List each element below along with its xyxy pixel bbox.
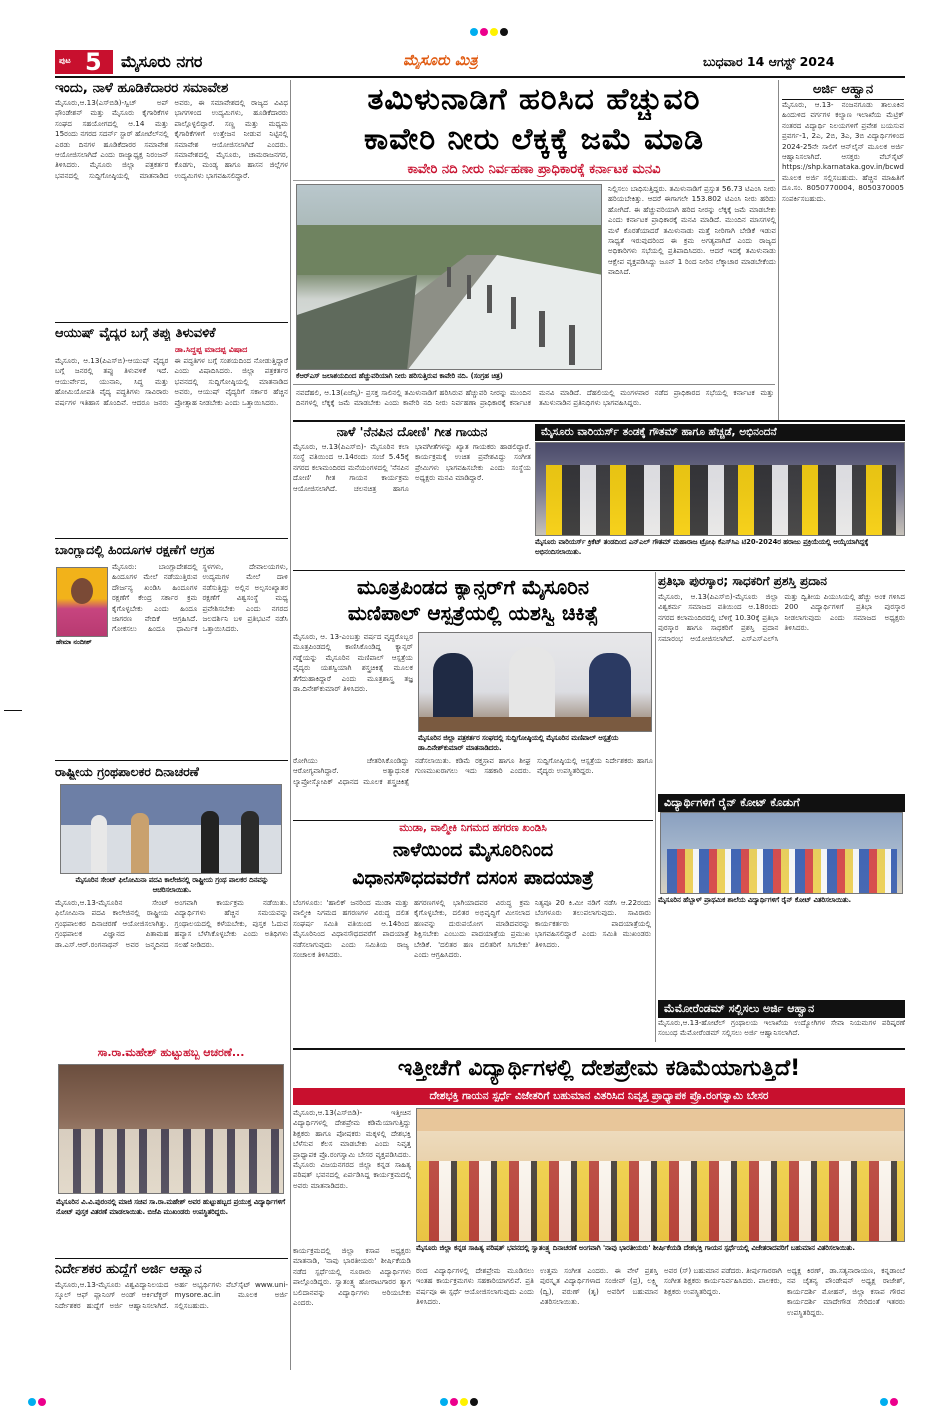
- lead-bottom-rule: [293, 420, 905, 422]
- lead-body-right: ನಿಲ್ಲಿಸಲು ಬಾಧಿಸುತ್ತಿದ್ದರು. ತಮಿಳುನಾಡಿಗೆ ಪ್ರಸ್ತುತ 56.73 ಟಿಎಂಸಿ ನೀರು ಹರಿಯಬೇಕಿತ್ತು. ಆದರೆ ಈಗಾಗಲೇ 153.802 ಟಿಎಂಸಿ ನೀರು ಹರಿದು ಹೋಗಿದೆ. ಈ ಹೆಚ್ಚುವರಿಯಾಗಿ ಹರಿದ ನೀರನ್ನು ಲೆಕ್ಕಕ್ಕೆ ಜಮೆ ಮಾಡಬೇಕು ಎಂದು ಕರ್ನಾಟಕ ಪ್ರಾಧಿಕಾರಕ್ಕೆ ಮನವಿ ಮಾಡಿದೆ. ಮುಂದಿನ ಮಾಸಗಳಲ್ಲಿ ಮಳೆ ಕೊರತೆಯಾದರೆ ತಮಿಳುನಾಡು ಮತ್ತೆ ನೀರಿಗಾಗಿ ಬೇಡಿಕೆ ಇಡುವ ಸಾಧ್ಯತೆ ಇರುವುದರಿಂದ ಈ ಕ್ರಮ ಅಗತ್ಯವಾಗಿದೆ ಎಂದು ರಾಜ್ಯದ ಅಧಿಕಾರಿಗಳು ಸಭೆಯಲ್ಲಿ ಪ್ರತಿಪಾದಿಸಿದರು. ಆದರೆ ಇದಕ್ಕೆ ತಮಿಳುನಾಡು ಆಕ್ಷೇಪ ವ್ಯಕ್ತಪಡಿಸಿದ್ದು ಜೂನ್ 1 ರಿಂದ ನೀರಿನ ಲೆಕ್ಕಾಚಾರ ಮಾಡಬೇಕೆಂದು ವಾದಿಸಿದೆ.: [608, 184, 776, 277]
- portrait-face: [71, 578, 93, 604]
- person-4: [241, 811, 259, 873]
- lead-divider: [293, 384, 775, 385]
- memorandum-title: ಮೆಮೋರೆಂಡಮ್ ಸಲ್ಲಿಸಲು ಅರ್ಜಿ ಆಹ್ವಾನ: [658, 1000, 905, 1018]
- issue-date: ಬುಧವಾರ 14 ಆಗಸ್ಟ್ 2024: [703, 54, 835, 69]
- lead-headline-line1: ತಮಿಳುನಾಡಿಗೆ ಹರಿಸಿದ ಹೆಚ್ಚುವರಿ: [367, 82, 701, 117]
- page-number: 5: [85, 48, 102, 76]
- lead-subhead: ಕಾವೇರಿ ನದಿ ನೀರು ನಿರ್ವಹಣಾ ಪ್ರಾಧಿಕಾರಕ್ಕೆ ಕರ್ನಾಟಕ ಮನವಿ: [407, 162, 661, 177]
- dam-illustration: [297, 185, 602, 370]
- masthead-logo: ಮೈಸೂರು ಮಿತ್ರ: [403, 51, 478, 69]
- bottom-body-left: ಮೈಸೂರು,ಆ.13(ಎಸ್‌ಬಿಡಿ)- ಇತ್ತೀಚಿನ ವಿದ್ಯಾರ್ಥಿಗಳಲ್ಲಿ ದೇಶಪ್ರೇಮ ಕಡಿಮೆಯಾಗುತ್ತಿದ್ದು ಶಿಕ್ಷಕರು ಹಾಗೂ ಪೋಷಕರು ಮಕ್ಕಳಲ್ಲಿ ದೇಶಭಕ್ತಿ ಬೆಳೆಸುವ ಕೆಲಸ ಮಾಡಬೇಕು ಎಂದು ನಿವೃತ್ತ ಪ್ರಾಧ್ಯಾಪಕ ಪ್ರೊ.ರಂಗಸ್ವಾಮಿ ಬೇಸರ ವ್ಯಕ್ತಪಡಿಸಿದರು. ಮೈಸೂರು ವಿಜಯನಗರದ ಜಿಲ್ಲಾ ಕನ್ನಡ ಸಾಹಿತ್ಯ ಪರಿಷತ್ ಭವನದಲ್ಲಿ ಏರ್ಪಡಿಸಿದ್ದ ಕಾರ್ಯಕ್ರಮದಲ್ಲಿ ಅವರು ಮಾತನಾಡಿದರು.: [293, 1108, 411, 1190]
- page-word: ಪುಟ: [59, 56, 71, 65]
- mid-rule-2: [293, 820, 653, 821]
- librarians-day-title: ರಾಷ್ಟ್ರೀಯ ಗ್ರಂಥಪಾಲಕರ ದಿನಾಚರಣೆ: [55, 764, 199, 779]
- registration-dot-yellow-bottom: [460, 1398, 468, 1406]
- header-rule: [55, 76, 905, 78]
- bottom-body-c5: ಅವರ (ಸ್) ಬಹುಮಾನ ಪಡೆದರು. ತೀರ್ಪುಗಾರರಾಗಿ ಸಂಗೀತ ಶಿಕ್ಷಕರು ಕಾರ್ಯನಿರ್ವಹಿಸಿದರು. ಪಾಲಕರು, ಶಿಕ್ಷಕರು ಉಪಸ್ಥಿತರಿದ್ದರು.: [664, 1266, 782, 1296]
- page-header: [55, 50, 905, 76]
- cancer-headline-line2: ಮಣಿಪಾಲ್ ಆಸ್ಪತ್ರೆಯಲ್ಲಿ ಯಶಸ್ವಿ ಚಿಕಿತ್ಸೆ: [347, 601, 599, 625]
- ayush-tag: ಡಾ.ಸಿದ್ದಪ್ಪ ಮಾದಪ್ಪ ವಿಷಾದ: [175, 345, 248, 354]
- birthday-title: ಸಾ.ರಾ.ಮಹೇಶ್ ಹುಟ್ಟುಹಬ್ಬ ಆಚರಣೆ...: [56, 1044, 286, 1062]
- page-number-badge: [55, 50, 113, 74]
- person-2: [131, 813, 149, 873]
- bottom-headline: ಇತ್ತೀಚೆಗೆ ವಿದ್ಯಾರ್ಥಿಗಳಲ್ಲಿ ದೇಶಪ್ರೇಮ ಕಡಿಮೆಯಾಗುತ್ತಿದೆ!: [397, 1056, 801, 1081]
- raincoat-children: [667, 849, 897, 893]
- gautham-title: ಮೈಸೂರು ವಾರಿಯರ್ಸ್ ತಂಡಕ್ಕೆ ಗೌತಮ್ ಹಾಗೂ ಹೆಚ್ಚಡೆ, ಅಭಿನಂದನೆ: [535, 424, 905, 441]
- memorandum-body: ಮೈಸೂರು,ಆ.13-ಹೋಟೆಲ್ ಗ್ರಂಥಾಲಯ ಇಲಾಖೆಯ ಉದ್ಯೋಗಿಗಳ ಸೇವಾ ನಿಯಮಗಳ ಪರಿಷ್ಕರಣೆ ಸಂಬಂಧ ಮೆಮೋರೆಂಡಮ್ ಸಲ್ಲಿಸಲು ಅರ್ಜಿ ಆಹ್ವಾನಿಸಲಾಗಿದೆ.: [658, 1018, 905, 1038]
- muda-body-left: ಬೆಂಗಳೂರು: 'ಹಾಲಿಕ್ ಜನರಿಂದ ಮುಡಾ ಮತ್ತು ವಾಲ್ಮೀಕಿ ನಿಗಮದ ಹಗರಣಗಳ ವಿರುದ್ಧ ದಲಿತ ಸಂಘರ್ಷ ಸಮಿತಿ ವತಿಯಿಂದ ಆ.14ರಿಂದ ಮೈಸೂರಿನಿಂದ ವಿಧಾನಸೌಧದವರೆಗೆ ಪಾದಯಾತ್ರೆ ನಡೆಸಲಾಗುವುದು ಎಂದು ಸಮಿತಿಯ ರಾಜ್ಯ ಸಂಚಾಲಕ ತಿಳಿಸಿದರು.: [293, 898, 409, 960]
- bottom-body-c2: ಕಾರ್ಯಕ್ರಮದಲ್ಲಿ ಜಿಲ್ಲಾ ಕಸಾಪ ಅಧ್ಯಕ್ಷರು ಮಾತನಾಡಿ, 'ನಾವು ಭಾರತೀಯರು' ಶೀರ್ಷಿಕೆಯಡಿ ನಡೆದ ಸ್ಪರ್ಧೆಯಲ್ಲಿ ನೂರಾರು ವಿದ್ಯಾರ್ಥಿಗಳು ಪಾಲ್ಗೊಂಡಿದ್ದರು. ಸ್ವಾತಂತ್ರ್ಯ ಹೋರಾಟಗಾರರ ತ್ಯಾಗ ಬಲಿದಾನವನ್ನು ವಿದ್ಯಾರ್ಥಿಗಳು ಅರಿಯಬೇಕು ಎಂದರು.: [293, 1246, 411, 1308]
- cancer-photo: [418, 632, 652, 732]
- dam-photo: [296, 184, 602, 370]
- left-rule-2: [55, 538, 288, 539]
- bottom-caption: ಮೈಸೂರು ಜಿಲ್ಲಾ ಕನ್ನಡ ಸಾಹಿತ್ಯ ಪರಿಷತ್ ಭವನದಲ್ಲಿ ಸ್ವಾತಂತ್ರ್ಯ ದಿನಾಚರಣೆ ಅಂಗವಾಗಿ 'ನಾವು ಭಾರತೀಯರು' ಶೀರ್ಷಿಕೆಯಡಿ ದೇಶಭಕ್ತಿ ಗಾಯನ ಸ್ಪರ್ಧೆಯಲ್ಲಿ ವಿಜೇತರಾದವರಿಗೆ ಬಹುಮಾನ ವಿತರಿಸಲಾಯಿತು.: [416, 1244, 855, 1252]
- dam-photo-caption: ಕೆಆರ್‌ಎಸ್ ಜಲಾಶಯದಿಂದ ಹೆಚ್ಚುವರಿಯಾಗಿ ನೀರು ಹರಿಸುತ್ತಿರುವ ಕಾವೇರಿ ನದಿ. (ಸಂಗ್ರಹ ಚಿತ್ರ): [296, 372, 503, 380]
- doctor-1: [433, 653, 473, 723]
- director-post-title: ನಿರ್ದೇಶಕರ ಹುದ್ದೆಗೆ ಅರ್ಜಿ ಆಹ್ವಾನ: [55, 1262, 202, 1277]
- birthday-caption: ಮೈಸೂರಿನ ವಿ.ವಿ.ಪುರಂನಲ್ಲಿ ಮಾಜಿ ಸಚಿವ ಸಾ.ರಾ.ಮಹೇಶ್ ಅವರ ಹುಟ್ಟುಹಬ್ಬದ ಪ್ರಯುಕ್ತ ವಿದ್ಯಾರ್ಥಿಗಳಿಗೆ ನೋಟ್ ಪುಸ್ತಕ ವಿತರಣೆ ಮಾಡಲಾಯಿತು. ಬಿಜೆಪಿ ಮುಖಂಡರು ಉಪಸ್ಥಿತರಿದ್ದರು.: [56, 1198, 286, 1216]
- lead-body-bottom: ನವದೆಹಲಿ, ಆ.13(ಏಜೆನ್ಸಿ)- ಪ್ರಸಕ್ತ ಸಾಲಿನಲ್ಲಿ ತಮಿಳುನಾಡಿಗೆ ಹರಿಸಿರುವ ಹೆಚ್ಚುವರಿ ನೀರನ್ನು ಮುಂದಿನ ದಿನಗಳಲ್ಲಿ ಲೆಕ್ಕಕ್ಕೆ ಜಮೆ ಮಾಡಬೇಕು ಎಂದು ಕಾವೇರಿ ನದಿ ನೀರು ನಿರ್ವಹಣಾ ಪ್ರಾಧಿಕಾರಕ್ಕೆ ಕರ್ನಾಟಕ ಮನವಿ ಮಾಡಿದೆ. ದೆಹಲಿಯಲ್ಲಿ ಮಂಗಳವಾರ ನಡೆದ ಪ್ರಾಧಿಕಾರದ ಸಭೆಯಲ್ಲಿ ಕರ್ನಾಟಕ ಮತ್ತು ತಮಿಳುನಾಡಿನ ಪ್ರತಿನಿಧಿಗಳು ಭಾಗವಹಿಸಿದ್ದರು.: [296, 388, 774, 408]
- librarians-day-body: ಮೈಸೂರು,ಆ.13-ಮೈಸೂರಿನ ಸೇಂಟ್ ಫಿಲೋಮಿನಾ ಪದವಿ ಕಾಲೇಜಿನಲ್ಲಿ ರಾಷ್ಟ್ರೀಯ ಗ್ರಂಥಪಾಲಕರ ದಿನಾಚರಣೆ ಆಯೋಜಿಸಲಾಗಿತ್ತು. ಗ್ರಂಥಪಾಲಕ ವಿಜ್ಞಾನದ ಪಿತಾಮಹ ಡಾ.ಎಸ್.ಆರ್.ರಂಗನಾಥನ್ ಅವರ ಜನ್ಮದಿನದ ಅಂಗವಾಗಿ ಕಾರ್ಯಕ್ರಮ ನಡೆಯಿತು. ವಿದ್ಯಾರ್ಥಿಗಳು ಹೆಚ್ಚಿನ ಸಮಯವನ್ನು ಗ್ರಂಥಾಲಯದಲ್ಲಿ ಕಳೆಯಬೇಕು, ಪುಸ್ತಕ ಓದುವ ಹವ್ಯಾಸ ಬೆಳೆಸಿಕೊಳ್ಳಬೇಕು ಎಂದು ಅತಿಥಿಗಳು ಸಲಹೆ ನೀಡಿದರು.: [55, 898, 288, 949]
- bottom-photo: [416, 1108, 905, 1242]
- person-1: [91, 815, 107, 873]
- cancer-body-left: ಮೈಸೂರು, ಆ. 13-ಎಂಬತ್ತು ವರ್ಷದ ವೃದ್ಧರೊಬ್ಬರ ಮೂತ್ರಪಿಂಡದಲ್ಲಿ ಕಾಣಿಸಿಕೊಂಡಿದ್ದ ಕ್ಯಾನ್ಸರ್ ಗಡ್ಡೆಯನ್ನು ಮೈಸೂರಿನ ಮಣಿಪಾಲ್ ಆಸ್ಪತ್ರೆಯ ವೈದ್ಯರು ಯಶಸ್ವಿಯಾಗಿ ಶಸ್ತ್ರಚಿಕಿತ್ಸೆ ಮೂಲಕ ತೆಗೆದುಹಾಕಿದ್ದಾರೆ ಎಂದು ಮೂತ್ರಶಾಸ್ತ್ರ ತಜ್ಞ ಡಾ.ದಿನೇಶ್‌ಕುಮಾರ್ ತಿಳಿಸಿದರು.: [293, 632, 413, 694]
- section-title: ಮೈಸೂರು ನಗರ: [121, 52, 203, 71]
- cancer-headline-line1: ಮೂತ್ರಪಿಂಡದ ಕ್ಯಾನ್ಸರ್‌ಗೆ ಮೈಸೂರಿನ: [357, 575, 589, 599]
- muda-kicker: ಮುಡಾ, ವಾಲ್ಮೀಕಿ ನಿಗಮದ ಹಗರಣ ಖಂಡಿಸಿ: [399, 822, 547, 834]
- raincoat-caption: ಮೈಸೂರಿನ ಹೆಬ್ಬಾಳ್ ಪ್ರಾಥಮಿಕ ಶಾಲೆಯ ವಿದ್ಯಾರ್ಥಿಗಳಿಗೆ ರೈನ್ ಕೋಟ್ ವಿತರಿಸಲಾಯಿತು.: [658, 896, 852, 904]
- left-rule-4: [55, 1258, 288, 1259]
- registration-dot-left-cyan: [28, 1398, 36, 1406]
- ayush-title: ಆಯುಷ್ ವೈದ್ಯರ ಬಗ್ಗೆ ತಪ್ಪು ತಿಳುವಳಿಕೆ: [55, 326, 216, 341]
- raincoat-photo: [660, 812, 903, 894]
- muda-headline-line2: ವಿಧಾನಸೌಧದವರೆಗೆ ದಸಂಸ ಪಾದಯಾತ್ರೆ: [352, 867, 594, 889]
- application-invite-title: ಅರ್ಜಿ ಆಹ್ವಾನ: [782, 80, 904, 100]
- song-event-body: ಮೈಸೂರು, ಆ.13(ಪಿಎಸ್‌ಬಿ)- ಮೈಸೂರಿನ ಕಲಾ ಸಂಸ್ಥೆ ವತಿಯಿಂದ ಆ.14ರಂದು ಸಂಜೆ 5.45ಕ್ಕೆ ನಗರದ ಕಲಾಮಂದಿರದ ಮನೆಯಂಗಳದಲ್ಲಿ 'ನೆನಪಿನ ದೋಣಿ' ಗೀತ ಗಾಯನ ಕಾರ್ಯಕ್ರಮ ಆಯೋಜಿಸಲಾಗಿದೆ. ಚಲನಚಿತ್ರ ಹಾಗೂ ಭಾವಗೀತೆಗಳನ್ನು ಖ್ಯಾತ ಗಾಯಕರು ಹಾಡಲಿದ್ದಾರೆ. ಕಾರ್ಯಕ್ರಮಕ್ಕೆ ಉಚಿತ ಪ್ರವೇಶವಿದ್ದು ಸಂಗೀತ ಪ್ರೇಮಿಗಳು ಭಾಗವಹಿಸಬೇಕು ಎಂದು ಸಂಸ್ಥೆಯ ಅಧ್ಯಕ್ಷರು ಮನವಿ ಮಾಡಿದ್ದಾರೆ.: [293, 442, 531, 493]
- group-people: [546, 465, 896, 535]
- lead-headline-line2: ಕಾವೇರಿ ನೀರು ಲೆಕ್ಕಕ್ಕೆ ಜಮೆ ಮಾಡಿ: [364, 122, 704, 157]
- cancer-body-right: ರೋಗಿಯು ಚೇತರಿಸಿಕೊಂಡಿದ್ದು ಆರೋಗ್ಯವಾಗಿದ್ದಾರೆ. ಅತ್ಯಾಧುನಿಕ ಲ್ಯಾಪ್ರೋಸ್ಕೋಪಿಕ್ ವಿಧಾನದ ಮೂಲಕ ಶಸ್ತ್ರಚಿಕಿತ್ಸೆ ನಡೆಸಲಾಯಿತು. ಕಡಿಮೆ ರಕ್ತಸ್ರಾವ ಹಾಗೂ ಶೀಘ್ರ ಗುಣಮುಖರಾಗಲು ಇದು ಸಹಕಾರಿ ಎಂದರು. ಸುದ್ದಿಗೋಷ್ಠಿಯಲ್ಲಿ ಆಸ್ಪತ್ರೆಯ ನಿರ್ದೇಶಕರು ಹಾಗೂ ವೈದ್ಯರು ಉಪಸ್ಥಿತರಿದ್ದರು.: [293, 756, 653, 786]
- cancer-headline: [293, 574, 653, 630]
- registration-dot-right-magenta: [890, 1398, 898, 1406]
- mid-rule-1: [293, 570, 905, 571]
- bottom-subhead: ದೇಶಭಕ್ತಿ ಗಾಯನ ಸ್ಪರ್ಧೆ ವಿಜೇತರಿಗೆ ಬಹುಮಾನ ವಿತರಿಸಿದ ನಿವೃತ್ತ ಪ್ರಾಧ್ಯಾಪಕ ಪ್ರೊ.ರಂಗಸ್ವಾಮಿ ಬೇಸರ: [293, 1088, 905, 1105]
- gautham-photo: [535, 442, 905, 536]
- doctor-2: [509, 647, 555, 723]
- librarians-day-photo: [60, 784, 282, 874]
- left-rule-1: [55, 322, 288, 323]
- doctor-3: [589, 653, 631, 723]
- bottom-body-c3: ರಂದ ವಿದ್ಯಾರ್ಥಿಗಳಲ್ಲಿ ದೇಶಪ್ರೇಮ ಮೂಡಿಸಲು ಇಂತಹ ಕಾರ್ಯಕ್ರಮಗಳು ಸಹಕಾರಿಯಾಗಲಿವೆ. ಪ್ರತಿ ವರ್ಷವೂ ಈ ಸ್ಪರ್ಧೆ ಆಯೋಜಿಸಲಾಗುವುದು ಎಂದು ತಿಳಿಸಿದರು.: [416, 1266, 534, 1307]
- press-table: [419, 717, 651, 731]
- registration-dot-magenta-bottom: [450, 1398, 458, 1406]
- bottom-body-right: ಅಧ್ಯಕ್ಷ ಕಿರಣ್, ಡಾ.ಸತ್ಯನಾರಾಯಣ, ಕನ್ನಡಾಂಬೆ ನವ ಚೈತನ್ಯ ಪೌಂಡೇಷನ್ ಅಧ್ಯಕ್ಷ ರಾಜೇಶ್, ಕಾರ್ಯದರ್ಶಿ ಮೋಹನ್, ಜಿಲ್ಲಾ ಕಸಾಪ ಗೌರವ ಕಾರ್ಯದರ್ಶಿ ಮಾದೇಗೌಡ ಸೇರಿದಂತೆ ಇತರರು ಉಪಸ್ಥಿತರಿದ್ದರು.: [787, 1266, 905, 1317]
- registration-dot-left-magenta: [38, 1398, 46, 1406]
- lead-subhead-rule: [293, 180, 775, 181]
- registration-dot-black-bottom: [470, 1398, 478, 1406]
- mid-col-sep: [655, 572, 656, 1042]
- muda-body-right: ನಿತ್ಯವೂ 20 ಕಿ.ಮೀ ನಡಿಗೆ ನಡೆಸಿ ಆ.22ರಂದು ಬೆಂಗಳೂರು ತಲುಪಲಾಗುವುದು. ಸಾವಿರಾರು ಕಾರ್ಯಕರ್ತರು ಪಾದಯಾತ್ರೆಯಲ್ಲಿ ಭಾಗವಹಿಸಲಿದ್ದಾರೆ ಎಂದು ಸಮಿತಿ ಮುಖಂಡರು ತಿಳಿಸಿದರು.: [535, 898, 651, 949]
- banner-backdrop: [417, 1109, 904, 1131]
- application-invite-body: ಮೈಸೂರು, ಆ.13- ನಂಜನಗೂಡು ತಾಲೂಕಿನ ಹಿಂದುಳಿದ ವರ್ಗಗಳ ಕಲ್ಯಾಣ ಇಲಾಖೆಯ ಮೆಟ್ರಿಕ್ ನಂತರದ ವಿದ್ಯಾರ್ಥಿ ನಿಲಯಗಳಿಗೆ ಪ್ರವೇಶ ಬಯಸುವ ಪ್ರವರ್ಗ-1, 2ಎ, 2ಬಿ, 3ಎ, 3ಬಿ ವಿದ್ಯಾರ್ಥಿಗಳಿಂದ 2024-25ನೇ ಸಾಲಿಗೆ ಆನ್‌ಲೈನ್ ಮೂಲಕ ಅರ್ಜಿ ಆಹ್ವಾನಿಸಲಾಗಿದೆ. ಆಸಕ್ತರು ವೆಬ್‌ಸೈಟ್ https://shp.karnataka.gov.in/bcwd ಮೂಲಕ ಅರ್ಜಿ ಸಲ್ಲಿಸಬಹುದು. ಹೆಚ್ಚಿನ ಮಾಹಿತಿಗೆ ದೂ.ಸಂ. 8050770004, 8050370005 ಸಂಪರ್ಕಿಸಬಹುದು.: [782, 100, 904, 203]
- gautham-caption: ಮೈಸೂರು ವಾರಿಯರ್ಸ್ ಕ್ರಿಕೆಟ್ ತಂಡದಿಂದ ಎನ್‌ಎಲ್ ಗೌತಮ್ ಮಹಾರಾಜ ಟ್ರೋಫಿ ಕೆಎಸ್‌ಸಿಎ ಟಿ20-2024ರ ಹರಾಜು ಪ್ರಕ್ರಿಯೆಯಲ್ಲಿ ಆಯ್ಕೆಯಾಗಿದ್ದಕ್ಕೆ ಅಭಿನಂದಿಸಲಾಯಿತು.: [535, 538, 869, 556]
- hema-nandish-name: ಹೇಮಾ ನಂದೀಶ್: [56, 638, 92, 646]
- award-winners-row: [417, 1161, 904, 1241]
- raincoat-title: ವಿದ್ಯಾರ್ಥಿಗಳಿಗೆ ರೈನ್ ಕೋಟ್ ಕೊಡುಗೆ: [658, 794, 905, 812]
- investor-meet-body: ಮೈಸೂರು,ಆ.13(ಎಸ್‌ಬಿಡಿ)-ಸ್ವಿಚ್ ಅಪ್ ಫೌಂಡೇಶನ್ ಮತ್ತು ಮೈಸೂರು ಕೈಗಾರಿಕೆಗಳ ಸಂಘದ ಸಹಯೋಗದಲ್ಲಿ ಆ.14 ಮತ್ತು 15ರಂದು ನಗರದ ಸದರ್ನ್ ಸ್ಟಾರ್ ಹೋಟೆಲ್‌ನಲ್ಲಿ ಎರಡು ದಿನಗಳ ಹೂಡಿಕೆದಾರರ ಸಮಾವೇಶ ಆಯೋಜಿಸಲಾಗಿದೆ ಎಂದು ರಾಜ್ಯಾಧ್ಯಕ್ಷ ನಿರಂಜನ್ ತಿಳಿಸಿದರು. ಮೈಸೂರು ಜಿಲ್ಲಾ ಪತ್ರಕರ್ತರ ಭವನದಲ್ಲಿ ಸುದ್ದಿಗೋಷ್ಠಿಯಲ್ಲಿ ಮಾತನಾಡಿದ ಅವರು, ಈ ಸಮಾವೇಶದಲ್ಲಿ ರಾಜ್ಯದ ವಿವಿಧ ಭಾಗಗಳಿಂದ ಉದ್ಯಮಿಗಳು, ಹೂಡಿಕೆದಾರರು ಪಾಲ್ಗೊಳ್ಳಲಿದ್ದಾರೆ. ಸಣ್ಣ ಮತ್ತು ಮಧ್ಯಮ ಕೈಗಾರಿಕೆಗಳಿಗೆ ಉತ್ತೇಜನ ನೀಡುವ ನಿಟ್ಟಿನಲ್ಲಿ ಸಮಾವೇಶ ಆಯೋಜಿಸಲಾಗಿದೆ ಎಂದರು. ಸಮಾವೇಶದಲ್ಲಿ ಮೈಸೂರು, ಚಾಮರಾಜನಗರ, ಕೊಡಗು, ಮಂಡ್ಯ ಹಾಗೂ ಹಾಸನ ಜಿಲ್ಲೆಗಳ ಉದ್ಯಮಿಗಳು ಭಾಗವಹಿಸಲಿದ್ದಾರೆ.: [55, 98, 288, 180]
- cancer-caption: ಮೈಸೂರಿನ ಜಿಲ್ಲಾ ಪತ್ರಕರ್ತರ ಸಂಘದಲ್ಲಿ ಸುದ್ದಿಗೋಷ್ಠಿಯಲ್ಲಿ ಮೈಸೂರಿನ ಮಣಿಪಾಲ್ ಆಸ್ಪತ್ರೆಯ ಡಾ.ದಿನೇಶ್‌ಕುಮಾರ್ ಮಾತನಾಡಿದರು.: [418, 734, 619, 752]
- investor-meet-title: ಇಂದು, ನಾಳೆ ಹೂಡಿಕೆದಾರರ ಸಮಾವೇಶ: [55, 80, 229, 96]
- birthday-photo: [58, 1064, 284, 1194]
- ayush-body: ಮೈಸೂರು, ಆ.13(ಪಿಎಸ್‌ಬಿ)-ಆಯುಷ್ ವೈದ್ಯರ ಬಗ್ಗೆ ಜನರಲ್ಲಿ ತಪ್ಪು ತಿಳುವಳಿಕೆ ಇದೆ. ಆಯುರ್ವೇದ, ಯುನಾನಿ, ಸಿದ್ಧ ಮತ್ತು ಹೋಮಿಯೋಪತಿ ವೈದ್ಯ ಪದ್ಧತಿಗಳು ಸಾವಿರಾರು ವರ್ಷಗಳ ಇತಿಹಾಸ ಹೊಂದಿವೆ. ಆದರೂ ಜನರು ಈ ಪದ್ಧತಿಗಳ ಬಗ್ಗೆ ಸಂಶಯದಿಂದ ನೋಡುತ್ತಿದ್ದಾರೆ ಎಂದು ವಿಷಾದಿಸಿದರು. ಜಿಲ್ಲಾ ಪತ್ರಕರ್ತರ ಭವನದಲ್ಲಿ ಸುದ್ದಿಗೋಷ್ಠಿಯಲ್ಲಿ ಮಾತನಾಡಿದ ಅವರು, ಆಯುಷ್ ವೈದ್ಯರಿಗೆ ಸರ್ಕಾರ ಹೆಚ್ಚಿನ ಪ್ರೋತ್ಸಾಹ ನೀಡಬೇಕು ಎಂದು ಒತ್ತಾಯಿಸಿದರು.: [55, 356, 288, 407]
- librarians-day-caption: ಮೈಸೂರಿನ ಸೇಂಟ್ ಫಿಲೋಮಿನಾ ಪದವಿ ಕಾಲೇಜಿನಲ್ಲಿ ರಾಷ್ಟ್ರೀಯ ಗ್ರಂಥ ಪಾಲಕರ ದಿನವನ್ನು ಆಚರಿಸಲಾಯಿತು.: [75, 876, 269, 894]
- students-row: [59, 1129, 283, 1193]
- bangladesh-body: ಮೈಸೂರು: ಬಾಂಗ್ಲಾದೇಶದಲ್ಲಿ ಹಿಂದೂಗಳ ಮೇಲೆ ನಡೆಯುತ್ತಿರುವ ದೌರ್ಜನ್ಯ ಖಂಡಿಸಿ ಹಿಂದೂಗಳ ರಕ್ಷಣೆಗೆ ಕೇಂದ್ರ ಸರ್ಕಾರ ಕ್ರಮ ಕೈಗೊಳ್ಳಬೇಕು ಎಂದು ಹಿಂದೂ ಜಾಗರಣ ವೇದಿಕೆ ಆಗ್ರಹಿಸಿದೆ. ಗೋಕಸಲು ಹಿಂದೂ ಧಾರ್ಮಿಕ ಸ್ಥಳಗಳು, ದೇವಾಲಯಗಳು, ಉದ್ಯಮಗಳ ಮೇಲೆ ದಾಳಿ ನಡೆಸುತ್ತಿದ್ದು ಅಲ್ಲಿನ ಅಲ್ಪಸಂಖ್ಯಾತರ ರಕ್ಷಣೆಗೆ ವಿಶ್ವಸಂಸ್ಥೆ ಮಧ್ಯ ಪ್ರವೇಶಿಸಬೇಕು ಎಂದು ನಗರದ ಜಲದರ್ಶಿನಿ ಬಳಿ ಪ್ರತಿಭಟನೆ ನಡೆಸಿ ಒತ್ತಾಯಿಸಿದರು.: [112, 562, 288, 634]
- muda-headline-line1: ನಾಳೆಯಿಂದ ಮೈಸೂರಿನಿಂದ: [392, 839, 554, 861]
- director-post-body: ಮೈಸೂರು,ಆ.13-ಮೈಸೂರು ವಿಶ್ವವಿದ್ಯಾನಿಲಯದ ಸ್ಕೂಲ್ ಆಫ್ ಪ್ಲಾನಿಂಗ್ ಅಂಡ್ ಆರ್ಕಿಟೆಕ್ಚರ್ ನಿರ್ದೇಶಕರ ಹುದ್ದೆಗೆ ಅರ್ಜಿ ಆಹ್ವಾನಿಸಲಾಗಿದೆ. ಅರ್ಹ ಅಭ್ಯರ್ಥಿಗಳು ವೆಬ್‌ಸೈಟ್ www.uni-mysore.ac.in ಮೂಲಕ ಅರ್ಜಿ ಸಲ್ಲಿಸಬಹುದು.: [55, 1280, 288, 1310]
- bangladesh-title: ಬಾಂಗ್ಲಾದಲ್ಲಿ ಹಿಂದೂಗಳ ರಕ್ಷಣೆಗೆ ಆಗ್ರಹ: [55, 542, 215, 557]
- bottom-top-rule: [293, 1048, 905, 1050]
- muda-headline: [293, 836, 653, 896]
- song-event-title: ನಾಳೆ 'ನೆನಪಿನ ದೋಣಿ' ಗೀತ ಗಾಯನ: [336, 424, 488, 439]
- col-sep-left: [290, 80, 291, 1370]
- crop-mark-left: [4, 710, 22, 711]
- lead-headline: [293, 80, 775, 164]
- registration-dot-black-top: [500, 28, 508, 36]
- hema-nandish-photo: [56, 567, 108, 637]
- registration-dot-yellow-top: [490, 28, 498, 36]
- award-body: ಮೈಸೂರು, ಆ.13(ಪಿಎಸ್‌ಬಿ)-ಮೈಸೂರು ಜಿಲ್ಲಾ ವಿಶ್ವಕರ್ಮ ಸಮಾಜದ ವತಿಯಿಂದ ಆ.18ರಂದು ನಗರದ ಕಲಾಮಂದಿರದಲ್ಲಿ ಬೆಳಿಗ್ಗೆ 10.30ಕ್ಕೆ ಪ್ರತಿಭಾ ಪುರಸ್ಕಾರ ಹಾಗೂ ಸಾಧಕರಿಗೆ ಪ್ರಶಸ್ತಿ ಪ್ರದಾನ ಸಮಾರಂಭ ಆಯೋಜಿಸಲಾಗಿದೆ. ಎಸ್ಎಸ್ಎಲ್‌ಸಿ ಮತ್ತು ದ್ವಿತೀಯ ಪಿಯುಸಿಯಲ್ಲಿ ಹೆಚ್ಚು ಅಂಕ ಗಳಿಸಿದ 200 ವಿದ್ಯಾರ್ಥಿಗಳಿಗೆ ಪ್ರತಿಭಾ ಪುರಸ್ಕಾರ ನೀಡಲಾಗುವುದು ಎಂದು ಸಮಾಜದ ಅಧ್ಯಕ್ಷರು ತಿಳಿಸಿದರು.: [658, 592, 905, 643]
- left-rule-3: [55, 760, 288, 761]
- award-title: ಪ್ರತಿಭಾ ಪುರಸ್ಕಾರ; ಸಾಧಕರಿಗೆ ಪ್ರಶಸ್ತಿ ಪ್ರದಾನ: [658, 574, 827, 588]
- person-3: [201, 811, 219, 873]
- muda-body-mid: ಹಗರಣಗಳಲ್ಲಿ ಭಾಗಿಯಾದವರ ವಿರುದ್ಧ ಕ್ರಮ ಕೈಗೊಳ್ಳಬೇಕು, ದಲಿತರ ಅಭಿವೃದ್ಧಿಗೆ ಮೀಸಲಾದ ಹಣವನ್ನು ದುರುಪಯೋಗ ಮಾಡಿದವರನ್ನು ಶಿಕ್ಷಿಸಬೇಕು ಎಂಬುದು ಪಾದಯಾತ್ರೆಯ ಪ್ರಮುಖ ಬೇಡಿಕೆ. 'ದಲಿತರ ಹಣ ದಲಿತರಿಗೆ ಸಿಗಬೇಕು' ಎಂದು ಆಗ್ರಹಿಸಿದರು.: [414, 898, 530, 960]
- col-sep-right: [778, 80, 779, 422]
- registration-dot-magenta-top: [480, 28, 488, 36]
- registration-dot-right-cyan: [880, 1398, 888, 1406]
- bottom-body-c4: ಉತ್ತಮ ಸಂಗೀತ ಎಂದರು. ಈ ವೇಳೆ ಪ್ರಶಸ್ತಿ ಪುರಸ್ಕೃತ ವಿದ್ಯಾರ್ಥಿಗಳಾದ ಸಂಜೀವ್ (ಪ್ರ), ಲಕ್ಷ್ಮಿ (ದ್ವಿ), ವರುಣ್ (ತೃ) ಅವರಿಗೆ ಬಹುಮಾನ ವಿತರಿಸಲಾಯಿತು.: [540, 1266, 658, 1307]
- registration-dot-cyan-bottom: [440, 1398, 448, 1406]
- registration-dot-cyan-top: [470, 28, 478, 36]
